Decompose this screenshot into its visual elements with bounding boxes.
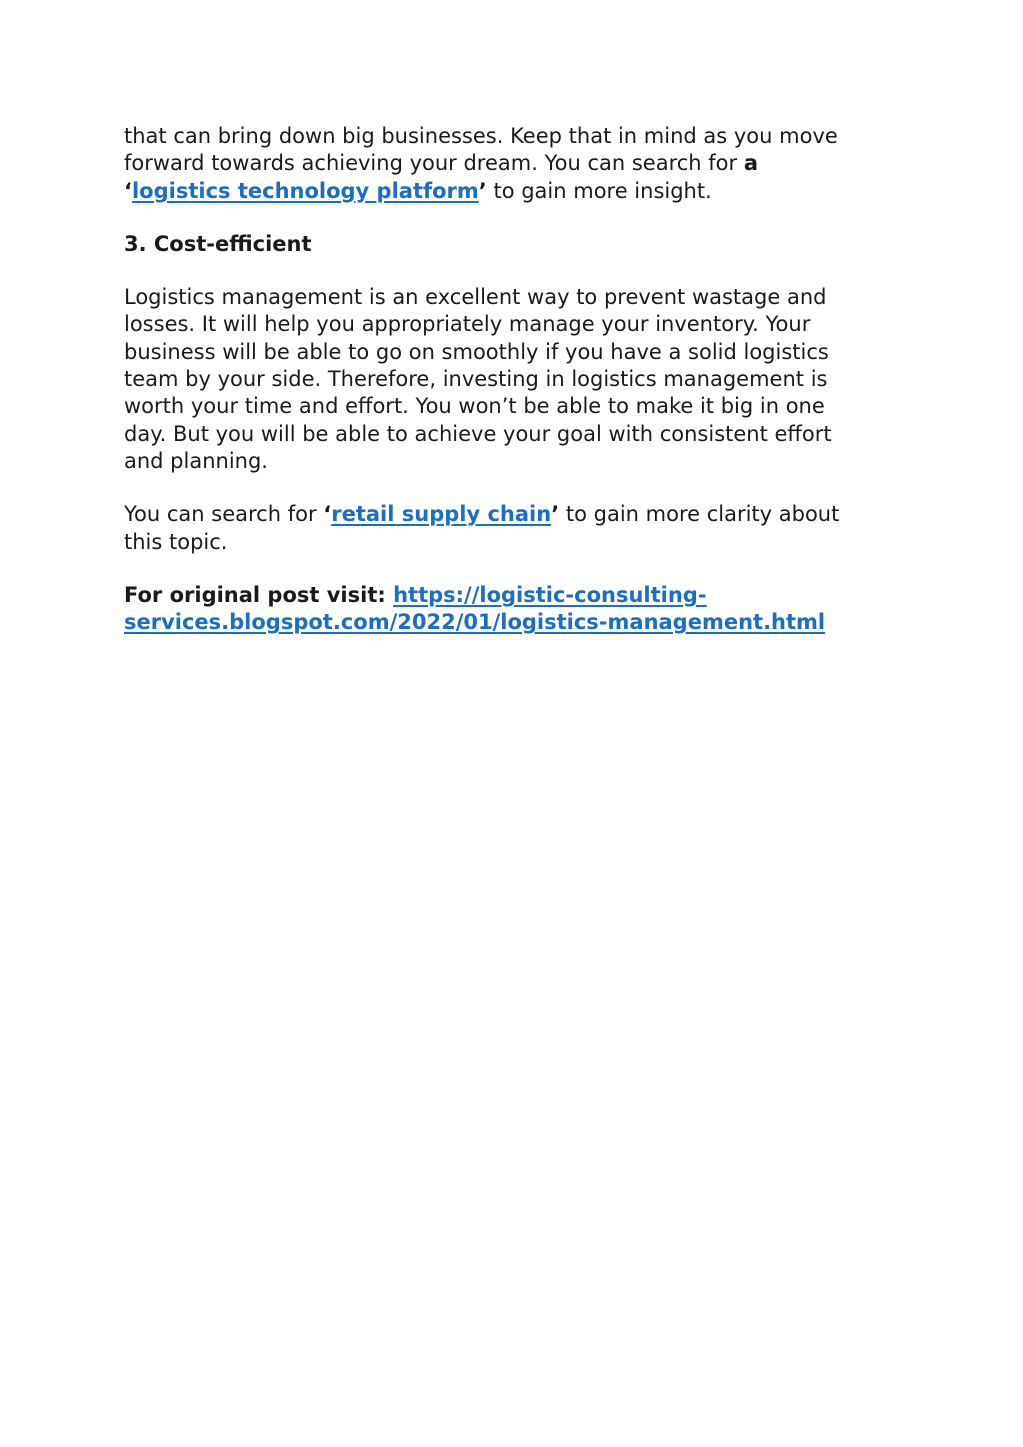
open-quote: ‘ xyxy=(124,178,132,203)
body-line: business will be able to go on smoothly if you have a solid logistics xyxy=(124,339,829,364)
section-heading: 3. Cost-efficient xyxy=(124,231,312,256)
body-line: Logistics management is an excellent way to prevent wastage and xyxy=(124,285,827,310)
body-line: losses. It will help you appropriately manage your inventory. Your xyxy=(124,312,811,337)
close-quote: ’ xyxy=(551,502,560,527)
intro-paragraph xyxy=(124,123,904,205)
intro-line-1: that can bring down big businesses. Keep that in mind as you move xyxy=(124,124,838,148)
footer-line-2 xyxy=(124,609,904,636)
intro-line-2-text: forward towards achieving your dream. You can search for xyxy=(124,151,744,176)
body-line: day. But you will be able to achieve your goal with consistent effort xyxy=(124,421,832,446)
intro-bold-article: a xyxy=(743,151,758,176)
original-post-link-part-2[interactable]: services.blogspot.com/2022/01/logistics-management.html xyxy=(124,610,826,635)
document-page xyxy=(124,123,904,657)
body-line: worth your time and effort. You won’t be able to make it big in one xyxy=(124,394,825,419)
intro-line-2 xyxy=(124,150,904,177)
logistics-technology-platform-link[interactable]: logistics technology platform xyxy=(131,178,479,203)
intro-line-3-rest: to gain more insight. xyxy=(486,178,712,203)
footer-line-1 xyxy=(124,582,904,609)
original-post-footer xyxy=(124,582,904,637)
search-suffix: to gain more clarity about xyxy=(559,502,840,527)
open-quote: ‘ xyxy=(323,502,332,527)
close-quote: ’ xyxy=(478,178,487,203)
search-prefix: You can search for xyxy=(124,502,324,527)
body-line: team by your side. Therefore, investing in logistics management is xyxy=(124,367,828,392)
cost-efficient-paragraph xyxy=(124,284,904,475)
intro-line-3 xyxy=(124,178,904,205)
retail-supply-chain-link[interactable]: retail supply chain xyxy=(331,502,552,527)
footer-label: For original post visit: xyxy=(124,582,394,607)
original-post-link-part-1[interactable]: https://logistic-consulting- xyxy=(393,582,707,607)
search-line-2: this topic. xyxy=(124,529,228,554)
search-paragraph xyxy=(124,501,904,556)
body-line: and planning. xyxy=(124,448,268,473)
search-line-1 xyxy=(124,501,904,528)
